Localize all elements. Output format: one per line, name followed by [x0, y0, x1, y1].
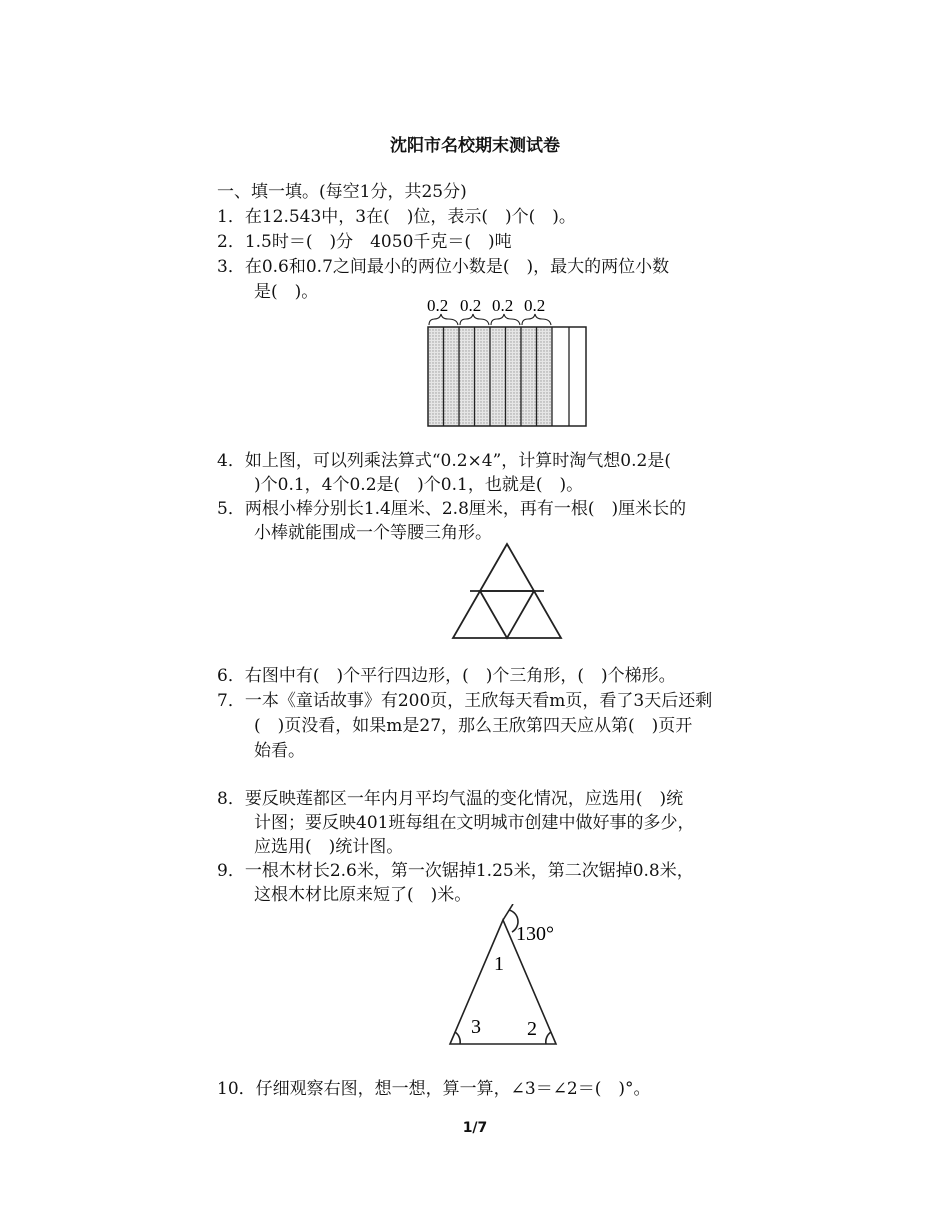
question-7-line-1: 7．一本《童话故事》有200页，王欣每天看m页，看了3天后还剩: [217, 691, 713, 711]
brace-label: 0.2: [427, 296, 449, 315]
brace-label: 0.2: [492, 296, 514, 315]
question-8-line-3: 应选用( )统计图。: [254, 837, 404, 857]
question-4-line-2: )个0.1，4个0.2是( )个0.1，也就是( )。: [254, 475, 584, 495]
question-5-line-1: 5．两根小棒分别长1.4厘米、2.8厘米，再有一根( )厘米长的: [217, 499, 687, 519]
question-7-line-3: 始看。: [254, 741, 305, 761]
angle-label-2: 2: [527, 1018, 537, 1040]
strip-figure: [420, 293, 595, 433]
section-heading: 一、填一填。(每空1分，共25分): [217, 182, 467, 202]
question-10: 10．仔细观察右图，想一想，算一算，∠3＝∠2＝( )°。: [217, 1079, 651, 1099]
question-6: 6．右图中有( )个平行四边形，( )个三角形，( )个梯形。: [217, 666, 676, 686]
angle-label-3: 3: [471, 1016, 481, 1038]
brace-label: 0.2: [460, 296, 482, 315]
question-4-line-1: 4．如上图，可以列乘法算式“0.2×4”，计算时淘气想0.2是(: [217, 451, 671, 471]
braces: [429, 314, 551, 325]
angle-label-1: 1: [494, 953, 504, 975]
angle-triangle-figure: [440, 904, 580, 1052]
question-9-line-1: 9．一根木材长2.6米，第一次锯掉1.25米，第二次锯掉0.8米，: [217, 861, 694, 881]
brace-label: 0.2: [524, 296, 546, 315]
triangle-grid-figure: [448, 540, 568, 644]
question-3-line-1: 3．在0.6和0.7之间最小的两位小数是( )，最大的两位小数: [217, 257, 670, 277]
question-1: 1．在12.543中，3在( )位，表示( )个( )。: [217, 207, 576, 227]
question-9-line-2: 这根木材比原来短了( )米。: [254, 885, 472, 905]
question-8-line-2: 计图；要反映401班每组在文明城市创建中做好事的多少，: [254, 813, 695, 833]
page-number: 1/7: [462, 1120, 488, 1136]
question-8-line-1: 8．要反映莲都区一年内月平均气温的变化情况，应选用( )统: [217, 789, 684, 809]
question-2: 2．1.5时＝( )分 4050千克＝( )吨: [217, 232, 512, 252]
page-title: 沈阳市名校期末测试卷: [390, 136, 560, 156]
angle-label-130: 130°: [516, 923, 554, 945]
question-3-line-2: 是( )。: [254, 282, 319, 302]
question-7-line-2: ( )页没看，如果m是27，那么王欣第四天应从第( )页开: [254, 716, 693, 736]
question-5-line-2: 小棒就能围成一个等腰三角形。: [254, 523, 492, 543]
